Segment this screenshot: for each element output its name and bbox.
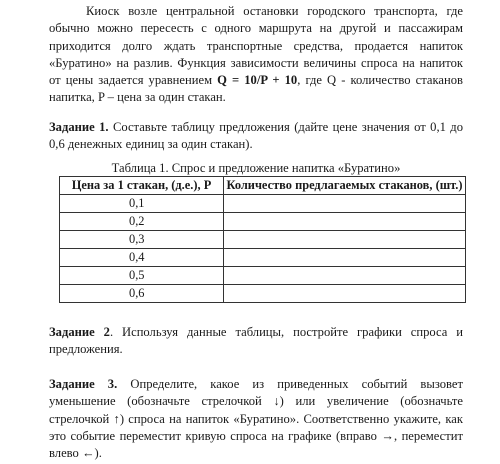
intro-paragraph: [49, 3, 463, 107]
quantity-cell[interactable]: [224, 285, 466, 303]
supply-table: [59, 176, 466, 303]
task2-label: Задание 2: [49, 325, 110, 339]
task3-text: Определите, какое из приведенных событий вызовет уменьшение (обозначьте стрелочкой ↓) или увеличение (обозначьте стрелочкой ↑) спроса на напиток «Буратино». Соответственно укажите, как это событие переместит кривую спроса на графике (вправо →, переместит влево ←).: [49, 377, 464, 461]
intro-text-part2: , где Q - количество стаканов напитка, P – цена за один стакан.: [49, 73, 463, 105]
task1-text: Составьте таблицу предложения (дайте цене значения от 0,1 до 0,6 денежных единиц за один стакан).: [49, 120, 463, 152]
quantity-cell[interactable]: [224, 195, 466, 213]
table-row: [60, 267, 466, 285]
table-row: [60, 195, 466, 213]
task3-paragraph: [49, 376, 463, 462]
demand-formula: Q = 10/P + 10: [217, 73, 298, 88]
quantity-cell[interactable]: [224, 249, 466, 267]
price-cell: 0,3: [60, 231, 224, 249]
task3-label: Задание 3.: [49, 377, 118, 391]
intro-text-part1: Киоск возле центральной остановки городского транспорта, где обычно можно пересесть с одного маршрута на другой и пассажирам приходится долго ждать транспортные средства, продается напиток «Буратино» на разлив. Функция зависимости величины спроса на напиток от цены задается уравнением: [49, 4, 463, 88]
price-cell: 0,1: [60, 195, 224, 213]
task2-text: . Используя данные таблицы, постройте графики спроса и предложения.: [49, 325, 463, 357]
price-cell: 0,6: [60, 285, 224, 303]
price-cell: 0,4: [60, 249, 224, 267]
quantity-cell[interactable]: [224, 213, 466, 231]
quantity-cell[interactable]: [224, 267, 466, 285]
task2-paragraph: [49, 324, 463, 359]
task1-paragraph: [49, 119, 463, 154]
table-row: [60, 285, 466, 303]
table-caption: Таблица 1. Спрос и предложение напитка «Буратино»: [111, 161, 401, 175]
price-cell: 0,5: [60, 267, 224, 285]
quantity-cell[interactable]: [224, 231, 466, 249]
task1-label: Задание 1.: [49, 120, 109, 134]
table-row: [60, 231, 466, 249]
price-cell: 0,2: [60, 213, 224, 231]
header-price: Цена за 1 стакан, (д.е.), Р: [60, 177, 224, 195]
table-row: [60, 213, 466, 231]
table-header-row: [60, 177, 466, 195]
header-quantity: Количество предлагаемых стаканов, (шт.): [224, 177, 466, 195]
table-row: [60, 249, 466, 267]
